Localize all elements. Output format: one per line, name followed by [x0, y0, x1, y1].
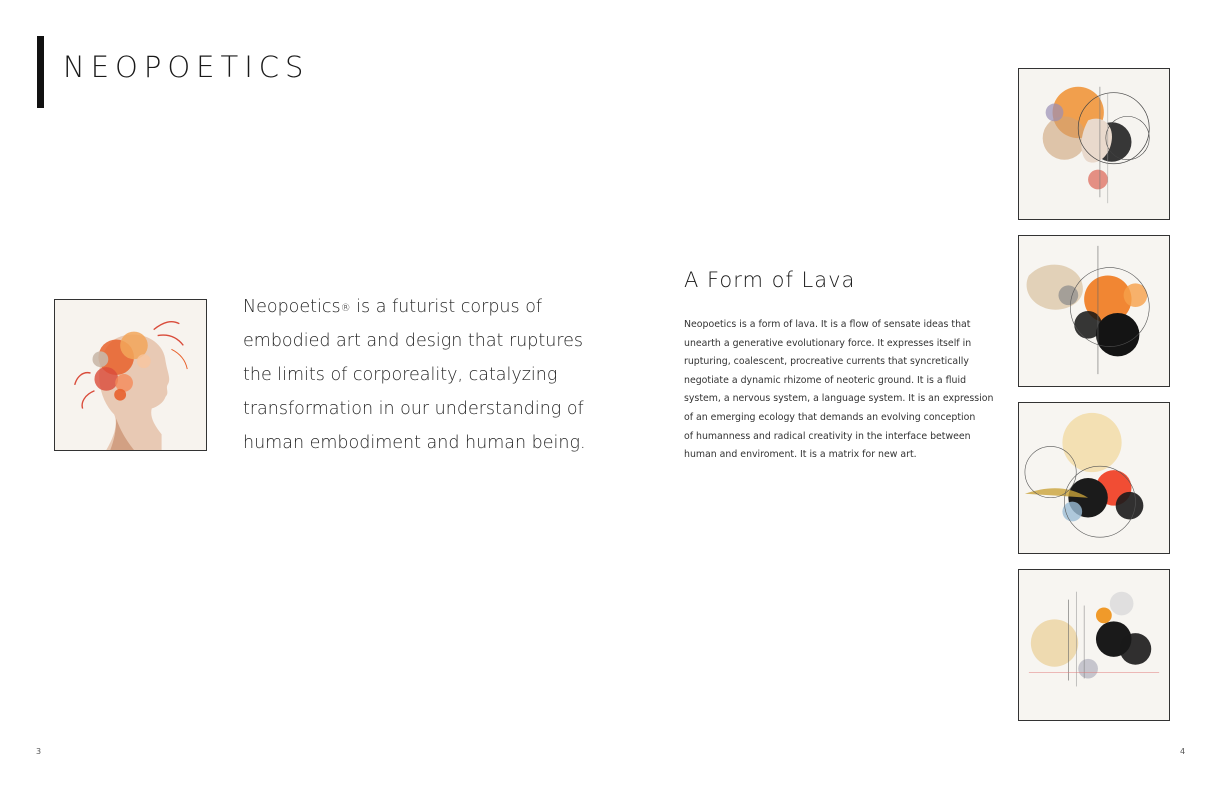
intro-paragraph [243, 290, 586, 460]
section-body-line: negotiate a dynamic rhizome of neoteric ground. It is a fluid [684, 374, 967, 386]
intro-first-word: Neopoetics [243, 297, 341, 317]
page-number-right: 4 [1180, 747, 1186, 756]
gallery-artwork-2-image [1019, 236, 1169, 386]
intro-line-2: embodied art and design that ruptures [243, 331, 584, 351]
section-body-line: rupturing, coalescent, procreative currents that syncretically [684, 356, 969, 368]
section-body-line: unearth a generative evolutionary force. It expresses itself in [684, 337, 972, 349]
section-body-line: system, a nervous system, a language system. It is an expression [684, 393, 994, 405]
gallery-artwork-3-image [1019, 403, 1169, 553]
intro-line-1 [243, 290, 573, 324]
section-title: A Form of Lava [684, 268, 856, 292]
section-body-line: of an emerging ecology that demands an evolving conception [684, 411, 976, 423]
portrait-artwork-image [55, 300, 206, 450]
gallery-artwork-3 [1018, 402, 1170, 554]
gallery-artwork-2 [1018, 235, 1170, 387]
section-body-line: of humanness and radical creativity in the interface between [684, 430, 971, 442]
intro-line-1-rest: is a futurist corpus of [350, 297, 543, 317]
portrait-artwork [54, 299, 207, 451]
intro-line-4: transformation in our understanding of [243, 399, 584, 419]
section-body [684, 316, 994, 465]
section-body-line: Neopoetics is a form of lava. It is a flow of sensate ideas that [684, 319, 971, 330]
page-number-left: 3 [36, 747, 42, 756]
section-body-line: human and enviroment. It is a matrix for new art. [684, 449, 917, 461]
gallery-artwork-4-image [1019, 570, 1169, 720]
intro-line-5: human embodiment and human being. [243, 433, 586, 453]
page-title: NEOPOETICS [63, 50, 310, 84]
title-accent-bar [37, 36, 44, 108]
intro-line-3: the limits of corporeality, catalyzing [243, 365, 558, 385]
gallery-artwork-1-image [1019, 69, 1169, 219]
gallery-artwork-4 [1018, 569, 1170, 721]
gallery-artwork-1 [1018, 68, 1170, 220]
registered-mark: ® [340, 303, 351, 314]
